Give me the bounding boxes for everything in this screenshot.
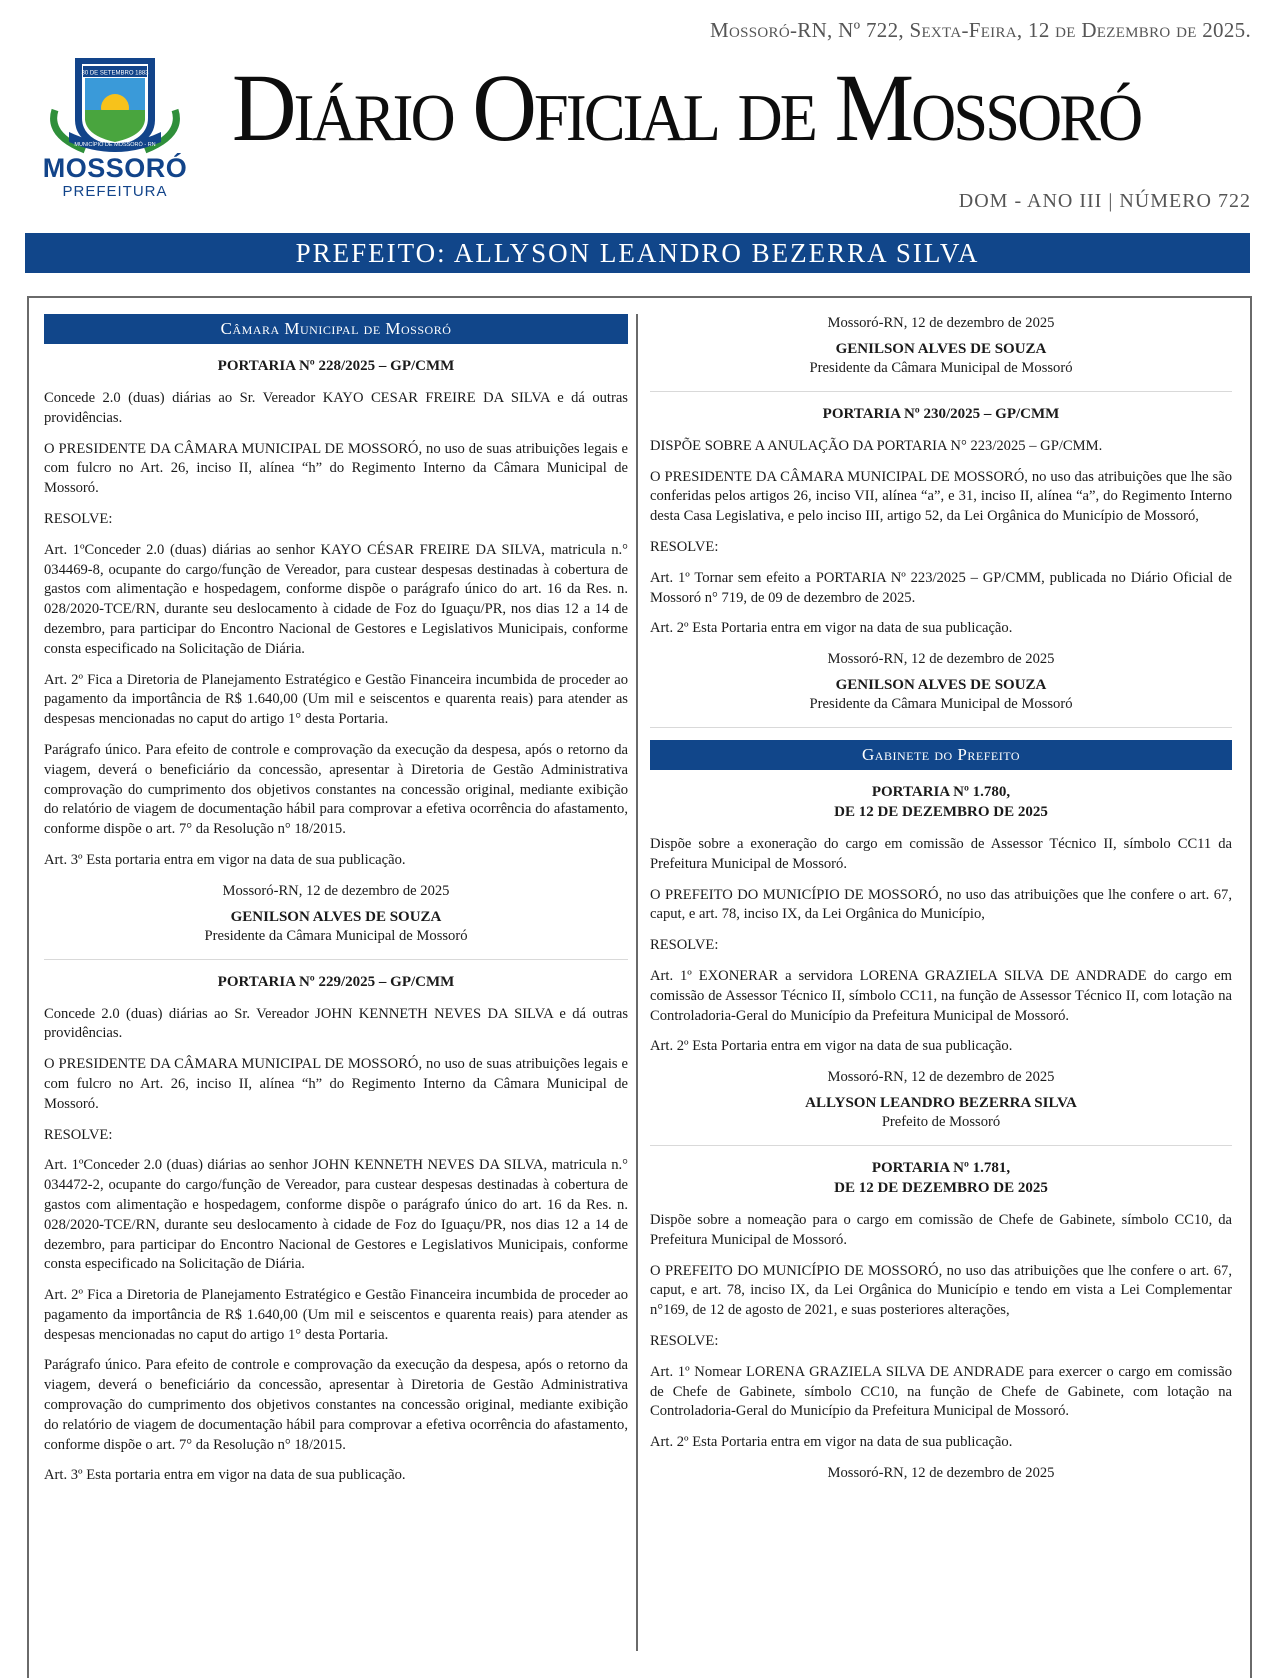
portaria-228-summary: Concede 2.0 (duas) diárias ao Sr. Vereador KAYO CESAR FREIRE DA SILVA e dá outras providências. bbox=[44, 390, 628, 426]
portaria-230-art1: Art. 1º Tornar sem efeito a PORTARIA Nº 223/2025 – GP/CMM, publicada no Diário Oficial de Mossoró n° 719, de 09 de dezembro de 2025. bbox=[650, 569, 1232, 606]
portaria-1780-signer-role: Prefeito de Mossoró bbox=[881, 1113, 1001, 1130]
portaria-1780-title bbox=[650, 782, 1232, 822]
section-header-camara: Câmara Municipal de Mossoró bbox=[44, 314, 628, 344]
portaria-229-signer: GENILSON ALVES DE SOUZA bbox=[835, 340, 1047, 357]
portaria-229-art2: Art. 2º Fica a Diretoria de Planejamento Estratégico e Gestão Financeira incumbida de proceder ao pagamento da importância de R$ 1.640,00 (Um mil e seiscentos e quarenta reais) para atender as despesas mencionadas no caput do artigo 1° desta Portaria. bbox=[44, 1287, 628, 1343]
portaria-230-resolve: RESOLVE: bbox=[650, 538, 719, 555]
logo-subtitle: PREFEITURA bbox=[62, 183, 168, 200]
masthead-title: Diário Oficial de Mossoró bbox=[232, 54, 1141, 161]
portaria-1781-art2: Art. 2º Esta Portaria entra em vigor na data de sua publicação. bbox=[650, 1434, 1013, 1451]
portaria-230-signer-role: Presidente da Câmara Municipal de Mossoró bbox=[809, 695, 1073, 712]
portaria-1781-summary: Dispõe sobre a nomeação para o cargo em comissão de Chefe de Gabinete, símbolo CC10, da Prefeitura Municipal de Mossoró. bbox=[650, 1211, 1232, 1248]
portaria-229-place-date: Mossoró-RN, 12 de dezembro de 2025 bbox=[827, 315, 1055, 331]
portaria-1780-resolve: RESOLVE: bbox=[650, 937, 719, 954]
portaria-1780-title-line1: PORTARIA Nº 1.780, bbox=[871, 783, 1011, 800]
portaria-1780-art1: Art. 1º EXONERAR a servidora LORENA GRAZIELA SILVA DE ANDRADE do cargo em comissão de Assessor Técnico II, símbolo CC11, na função de Assessor Técnico II, com lotação na Controladoria-Geral do Município da Prefeitura Municipal de Mossoró. bbox=[650, 967, 1232, 1024]
portaria-229-resolve: RESOLVE: bbox=[44, 1126, 113, 1143]
portaria-229-art1: Art. 1ºConceder 2.0 (duas) diárias ao senhor JOHN KENNETH NEVES DA SILVA, matricula n.° 034472-2, ocupante do cargo/função de Vereador, para custear despesas destinadas à cobertura de gastos com alimentação e hospedagem, conforme dispõe o parágrafo único do art. 16 da Res. n. 028/2020-TCE/RN, durante seu deslocamento à cidade de Foz do Iguaçu/PR, nos dias 12 a 14 de dezembro, para participar do Encontro Nacional de Gestores e Legislativos Municipais, conforme consta especificado na Solicitação de Diária. bbox=[44, 1157, 628, 1273]
portaria-1780-title-line2: DE 12 DE DEZEMBRO DE 2025 bbox=[834, 803, 1048, 820]
portaria-228-signer-role: Presidente da Câmara Municipal de Mossoró bbox=[204, 927, 468, 944]
separator bbox=[44, 959, 628, 960]
portaria-1781-title-line2: DE 12 DE DEZEMBRO DE 2025 bbox=[834, 1179, 1048, 1196]
portaria-229-signer-role: Presidente da Câmara Municipal de Mossoró bbox=[809, 359, 1073, 376]
portaria-1780-art2: Art. 2º Esta Portaria entra em vigor na data de sua publicação. bbox=[650, 1038, 1013, 1055]
separator bbox=[650, 391, 1232, 392]
column-divider bbox=[636, 314, 638, 1651]
portaria-228-place-date: Mossoró-RN, 12 de dezembro de 2025 bbox=[222, 882, 450, 899]
separator bbox=[650, 1145, 1232, 1146]
portaria-1781-preamble: O PREFEITO DO MUNICÍPIO DE MOSSORÓ, no uso das atribuições que lhe confere o art. 67, caput, e art. 78, inciso IX, da Lei Orgânica do Município e tendo em vista a Lei Complementar n°169, de 12 de agosto de 2021, e suas posteriores alterações, bbox=[650, 1262, 1232, 1319]
portaria-230-preamble: O PRESIDENTE DA CÂMARA MUNICIPAL DE MOSSORÓ, no uso das atribuições que lhe são conferidas pelos artigos 26, inciso VII, alínea “a”, e 31, inciso II, alínea “a”, do Regimento Interno desta Casa Legislativa, e pelo inciso III, artigo 52, da Lei Orgânica do Município de Mossoró, bbox=[650, 468, 1232, 525]
portaria-229-art3: Art. 3º Esta portaria entra em vigor na data de sua publicação. bbox=[44, 1467, 406, 1484]
portaria-1781-title bbox=[650, 1158, 1232, 1198]
prefeitura-logo bbox=[25, 50, 205, 200]
portaria-228-art2: Art. 2º Fica a Diretoria de Planejamento Estratégico e Gestão Financeira incumbida de proceder ao pagamento da importância de R$ 1.640,00 (Um mil e seiscentos e quarenta reais) para atender as despesas mencionadas no caput do artigo 1° desta Portaria. bbox=[44, 671, 628, 728]
section-header-gabinete: Gabinete do Prefeito bbox=[650, 740, 1232, 770]
portaria-229-summary: Concede 2.0 (duas) diárias ao Sr. Vereador JOHN KENNETH NEVES DA SILVA e dá outras providências. bbox=[44, 1005, 628, 1042]
portaria-1781-place-date: Mossoró-RN, 12 de dezembro de 2025 bbox=[827, 1464, 1055, 1481]
portaria-230-title: PORTARIA Nº 230/2025 – GP/CMM bbox=[822, 405, 1060, 422]
portaria-228-art1: Art. 1ºConceder 2.0 (duas) diárias ao senhor KAYO CÉSAR FREIRE DA SILVA, matricula n.° 034469-8, ocupante do cargo/função de Vereador, para custear despesas destinadas à cobertura de gastos com alimentação e hospedagem, conforme dispõe o parágrafo único do art. 16 da Res. n. 028/2020-TCE/RN, durante seu deslocamento à cidade de Foz do Iguaçu/PR, nos dias 12 a 14 de dezembro, para participar do Encontro Nacional de Gestores e Legislativos Municipais, conforme consta especificado na Solicitação de Diária. bbox=[44, 541, 628, 657]
right-column bbox=[650, 314, 1232, 1490]
portaria-228-preamble: O PRESIDENTE DA CÂMARA MUNICIPAL DE MOSSORÓ, no uso de suas atribuições legais e com fulcro no Art. 26, inciso II, alínea “h” do Regimento Interno da Câmara Municipal de Mossoró. bbox=[44, 440, 628, 497]
portaria-229-paragrafo: Parágrafo único. Para efeito de controle e comprovação da execução da despesa, após o retorno da viagem, deverá o beneficiário da concessão, apresentar à Diretoria de Gestão Administrativa comprovação do cumprimento dos objetivos constantes na concessão original, mediante exibição do relatório de viagem de documentação hábil para comprovar a efetiva ocorrência do afastamento, conforme dispõe o art. 7° da Resolução n° 18/2015. bbox=[44, 1357, 628, 1453]
portaria-228-paragrafo: Parágrafo único. Para efeito de controle e comprovação da execução da despesa, após o retorno da viagem, deverá o beneficiário da concessão, apresentar à Diretoria de Gestão Administrativa comprovação do cumprimento dos objetivos constantes na concessão original, mediante exibição do relatório de viagem de documentação hábil para comprovar a efetiva ocorrência do afastamento, conforme dispõe o art. 7° da Resolução n° 18/2015. bbox=[44, 741, 628, 838]
portaria-1781-title-line1: PORTARIA Nº 1.781, bbox=[871, 1159, 1011, 1176]
portaria-228-signer: GENILSON ALVES DE SOUZA bbox=[230, 908, 442, 925]
portaria-1780-place-date: Mossoró-RN, 12 de dezembro de 2025 bbox=[827, 1069, 1055, 1086]
portaria-1780-summary: Dispõe sobre a exoneração do cargo em comissão de Assessor Técnico II, símbolo CC11 da Prefeitura Municipal de Mossoró. bbox=[650, 835, 1232, 872]
edition-number: DOM - ANO III | NÚMERO 722 bbox=[958, 190, 1251, 212]
portaria-229-preamble: O PRESIDENTE DA CÂMARA MUNICIPAL DE MOSSORÓ, no uso de suas atribuições legais e com fulcro no Art. 26, inciso II, alínea “h” do Regimento Interno da Câmara Municipal de Mossoró. bbox=[44, 1056, 628, 1112]
portaria-230-signer: GENILSON ALVES DE SOUZA bbox=[835, 676, 1047, 693]
issue-dateline: Mossoró-RN, Nº 722, Sexta-Feira, 12 de Dezembro de 2025. bbox=[710, 18, 1251, 42]
portaria-228-art3: Art. 3º Esta portaria entra em vigor na data de sua publicação. bbox=[44, 851, 406, 868]
portaria-1780-preamble: O PREFEITO DO MUNICÍPIO DE MOSSORÓ, no uso das atribuições que lhe confere o art. 67, caput, e art. 78, inciso IX, da Lei Orgânica do Município, bbox=[650, 886, 1232, 923]
portaria-228-resolve: RESOLVE: bbox=[44, 510, 113, 527]
portaria-229-title: PORTARIA Nº 229/2025 – GP/CMM bbox=[217, 973, 455, 990]
separator bbox=[650, 727, 1232, 728]
coat-of-arms-icon bbox=[25, 50, 205, 155]
logo-banner-text: MUNICÍPIO DE MOSSORÓ - RN bbox=[74, 142, 156, 148]
logo-name: MOSSORÓ bbox=[42, 153, 188, 183]
left-column bbox=[44, 314, 628, 1497]
mayor-banner: PREFEITO: ALLYSON LEANDRO BEZERRA SILVA bbox=[25, 233, 1250, 273]
portaria-1781-art1: Art. 1º Nomear LORENA GRAZIELA SILVA DE ANDRADE para exercer o cargo em comissão de Chefe de Gabinete, símbolo CC10, na função de Chefe de Gabinete, com lotação na Controladoria-Geral do Município da Prefeitura Municipal de Mossoró. bbox=[650, 1363, 1232, 1420]
portaria-228-title: PORTARIA Nº 228/2025 – GP/CMM bbox=[217, 358, 455, 374]
portaria-230-place-date: Mossoró-RN, 12 de dezembro de 2025 bbox=[827, 651, 1055, 668]
portaria-1781-resolve: RESOLVE: bbox=[650, 1332, 719, 1349]
portaria-230-art2: Art. 2º Esta Portaria entra em vigor na data de sua publicação. bbox=[650, 620, 1013, 637]
logo-ribbon-text: 30 DE SETEMBRO 1883 bbox=[81, 70, 149, 77]
portaria-1780-signer: ALLYSON LEANDRO BEZERRA SILVA bbox=[805, 1094, 1077, 1111]
portaria-230-summary: DISPÕE SOBRE A ANULAÇÃO DA PORTARIA N° 223/2025 – GP/CMM. bbox=[650, 437, 1103, 454]
